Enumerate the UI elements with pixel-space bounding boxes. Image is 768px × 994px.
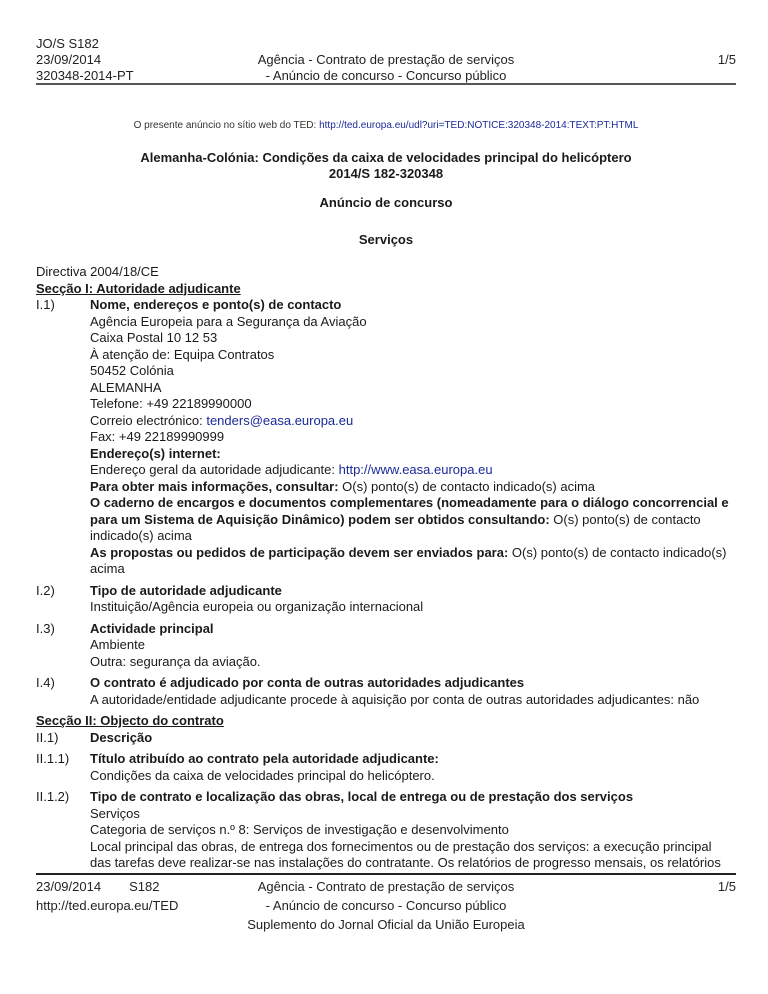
item-i2	[36, 583, 736, 616]
general-address-line	[90, 462, 736, 479]
item-title: Tipo de contrato e localização das obras, local de entrega ou de prestação dos serviços	[90, 789, 634, 804]
notice-id: 320348-2014-PT	[36, 68, 134, 83]
footer-center	[226, 877, 546, 934]
more-info-line	[90, 479, 736, 496]
more-info-label: Para obter mais informações, consultar:	[90, 478, 339, 494]
more-info-value: O(s) ponto(s) de contacto indicado(s) acima	[338, 478, 596, 494]
journal-ref: JO/S S182	[36, 36, 99, 51]
header-center	[236, 52, 536, 84]
footer-page-number: 1/5	[717, 879, 736, 894]
footer-series: S182	[129, 879, 160, 894]
email-link[interactable]: tenders@easa.europa.eu	[206, 412, 354, 428]
item-title: Descrição	[90, 729, 153, 745]
item-number: I.2)	[36, 582, 55, 598]
general-address-label: Endereço geral da autoridade adjudicante:	[90, 462, 339, 477]
item-value: Categoria de serviços n.º 8: Serviços de investigação e desenvolvimento	[90, 822, 509, 837]
internet-label: Endereço(s) internet:	[90, 445, 221, 461]
attention: À atenção de: Equipa Contratos	[90, 346, 275, 362]
footer-divider	[36, 873, 736, 875]
item-title: Título atribuído ao contrato pela autoridade adjudicante:	[90, 751, 439, 766]
ted-notice-line	[36, 120, 736, 131]
fax: Fax: +49 22189990999	[90, 429, 225, 444]
country: ALEMANHA	[90, 379, 162, 395]
item-number: II.1.1)	[36, 751, 70, 766]
header-date: 23/09/2014	[36, 52, 102, 67]
item-value: Outra: segurança da aviação.	[90, 653, 261, 669]
submit-line	[90, 545, 736, 578]
item-value: Condições da caixa de velocidades principal do helicóptero.	[90, 767, 435, 783]
item-i4	[36, 675, 736, 708]
item-title: O contrato é adjudicado por conta de outras autoridades adjudicantes	[90, 675, 525, 690]
header-divider	[36, 83, 736, 85]
title-line2: 2014/S 182-320348	[328, 166, 444, 181]
docs-value: O(s) ponto(s) de contacto indicado(s) acima	[90, 511, 701, 543]
footer-left	[36, 877, 178, 915]
item-value: Local principal das obras, de entrega dos fornecimentos ou de prestação dos serviços: a execução principal das tarefas deve realizar-se nas instalações do contratante. Os relatórios de progresso mensais, os relatórios	[90, 838, 721, 870]
postal-city: 50452 Colónia	[90, 363, 174, 378]
item-value: Serviços	[90, 805, 140, 821]
item-number: I.1)	[36, 297, 55, 312]
directive: Directiva 2004/18/CE	[36, 264, 159, 279]
section-2-heading: Secção II: Objecto do contrato	[36, 713, 224, 728]
item-number: I.3)	[36, 620, 55, 636]
ted-prefix: O presente anúncio no sítio web do TED:	[133, 120, 320, 131]
services-type: Serviços	[358, 232, 414, 247]
section-1-heading: Secção I: Autoridade adjudicante	[36, 280, 241, 296]
org-name: Agência Europeia para a Segurança da Aviação	[90, 313, 367, 329]
item-ii11	[36, 751, 736, 784]
footer-center-line3: Suplemento do Jornal Oficial da União Europeia	[247, 917, 525, 932]
item-title: Nome, endereços e ponto(s) de contacto	[90, 297, 342, 312]
page-header	[36, 36, 736, 84]
item-ii12	[36, 789, 736, 872]
item-i1	[36, 297, 736, 578]
header-center-line1: Agência - Contrato de prestação de serviços	[257, 52, 515, 67]
item-number: II.1.2)	[36, 789, 70, 804]
docs-line	[90, 495, 736, 545]
submit-label: As propostas ou pedidos de participação devem ser enviados para:	[90, 544, 509, 560]
title-line1: Alemanha-Colónia: Condições da caixa de velocidades principal do helicóptero	[140, 150, 632, 165]
item-number: II.1)	[36, 729, 59, 745]
footer-url: http://ted.europa.eu/TED	[36, 898, 179, 913]
email-label: Correio electrónico:	[90, 412, 207, 428]
footer-center-line2: - Anúncio de concurso - Concurso público	[265, 898, 507, 913]
item-number: I.4)	[36, 675, 55, 690]
telephone: Telefone: +49 22189990000	[90, 396, 252, 411]
item-value: A autoridade/entidade adjudicante procede à aquisição por conta de outras autoridades adjudicantes: não	[90, 691, 700, 707]
footer-date: 23/09/2014	[36, 879, 102, 894]
item-value: Instituição/Agência europeia ou organização internacional	[90, 599, 424, 614]
item-title: Actividade principal	[90, 620, 214, 636]
docs-label: O caderno de encargos e documentos complementares (nomeadamente para o diálogo concorrencial e para um Sistema de Aquisição Dinâmico) podem ser obtidos consultando:	[90, 495, 729, 527]
notice-title	[36, 150, 736, 182]
ted-notice-link[interactable]: http://ted.europa.eu/udl?uri=TED:NOTICE:320348-2014:TEXT:PT:HTML	[319, 120, 639, 131]
po-box: Caixa Postal 10 12 53	[90, 330, 218, 345]
submit-value: O(s) ponto(s) de contacto indicado(s) acima	[90, 544, 727, 576]
item-title: Tipo de autoridade adjudicante	[90, 582, 282, 598]
item-value: Ambiente	[90, 637, 145, 652]
footer-center-line1: Agência - Contrato de prestação de serviços	[257, 879, 515, 894]
header-center-line2: - Anúncio de concurso - Concurso público	[265, 68, 507, 83]
item-ii1	[36, 730, 736, 747]
notice-type: Anúncio de concurso	[319, 195, 453, 210]
header-left	[36, 36, 134, 84]
email-line	[90, 413, 736, 430]
item-i3	[36, 621, 736, 671]
header-page-number: 1/5	[717, 52, 736, 67]
notice-body	[36, 264, 736, 872]
general-address-link[interactable]: http://www.easa.europa.eu	[338, 462, 493, 477]
